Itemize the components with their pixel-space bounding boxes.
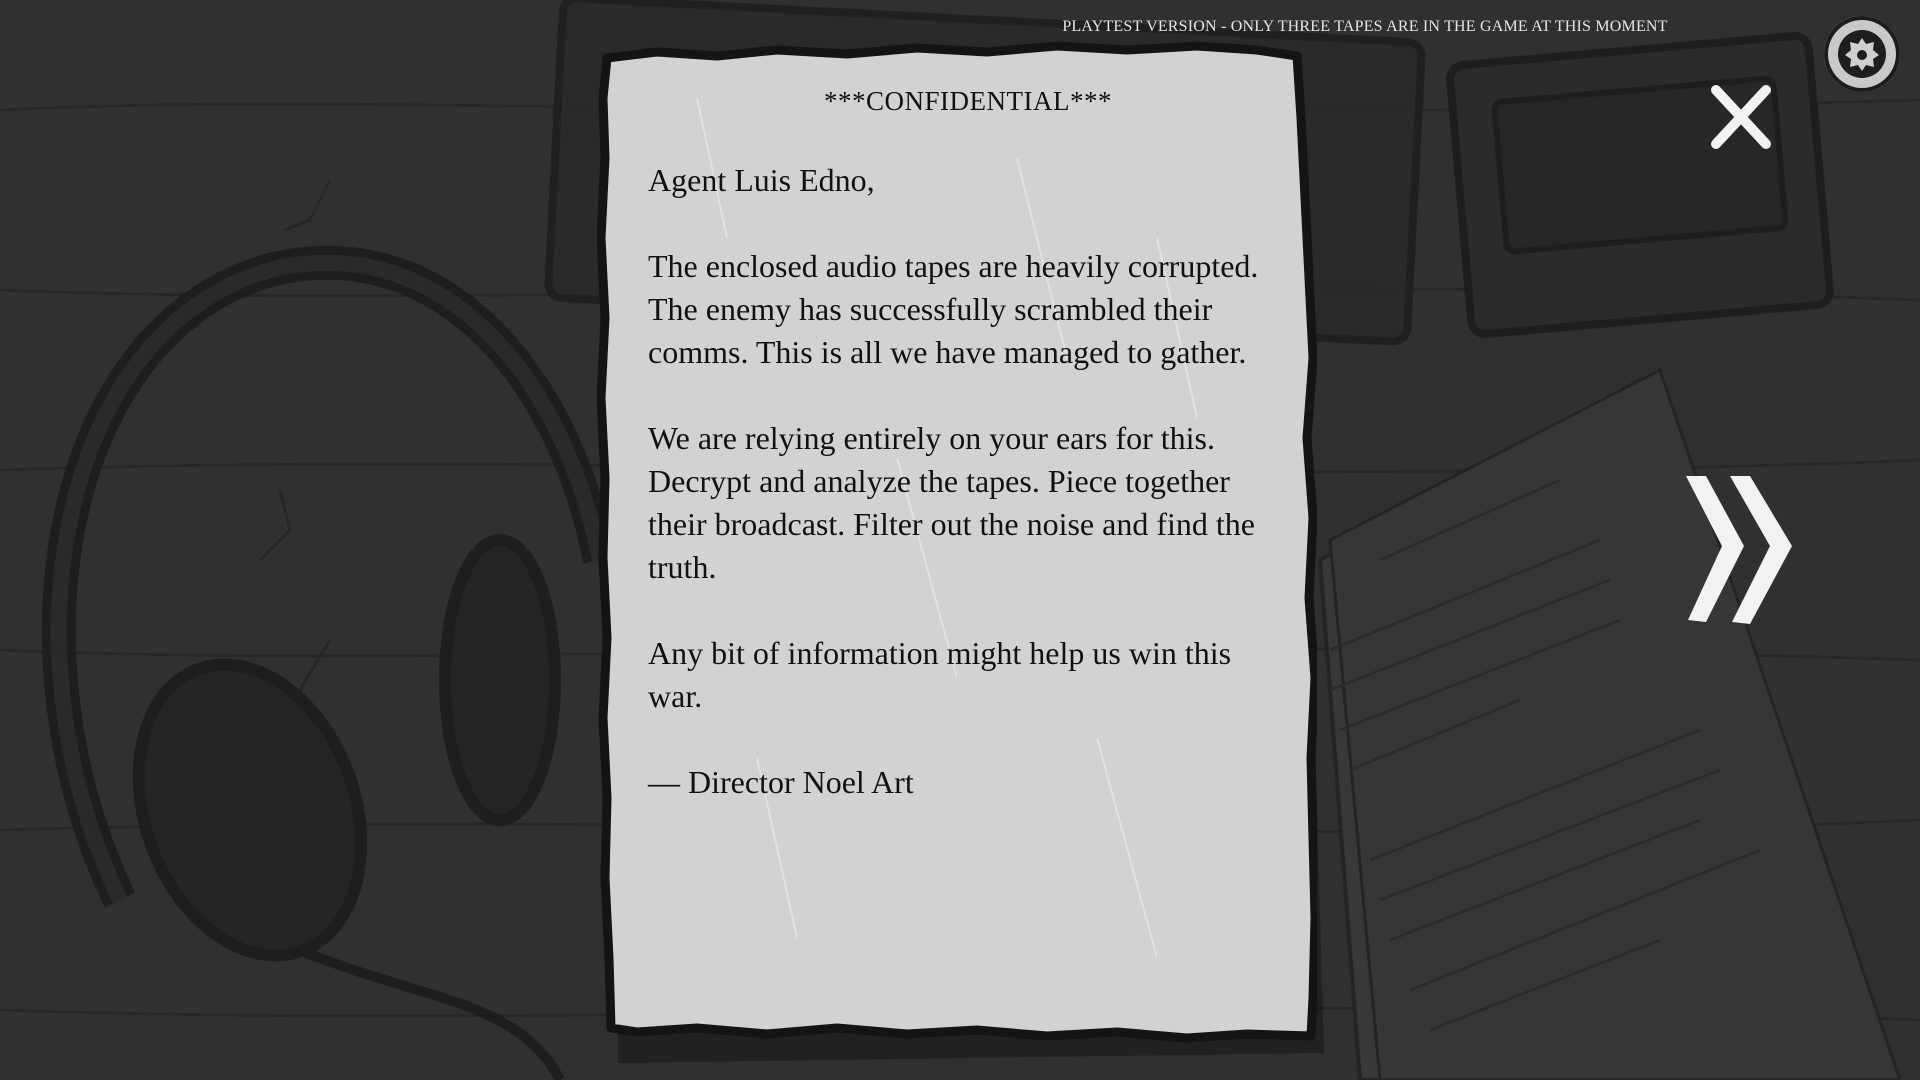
letter-paragraph: Any bit of information might help us win this war. — [648, 635, 1232, 714]
letter-title: ***CONFIDENTIAL*** — [824, 86, 1112, 116]
headphones-illustration — [59, 263, 600, 1080]
gear-icon — [1836, 28, 1888, 80]
settings-button[interactable] — [1824, 16, 1900, 92]
letter-paragraph: We are relying entirely on your ears for this. Decrypt and analyze the tapes. Piece together their broadcast. Filter out the noise and find the truth. — [648, 420, 1255, 585]
close-button[interactable] — [1706, 82, 1776, 152]
paper-stack-illustration — [1320, 370, 1900, 1080]
letter-paragraph: The enclosed audio tapes are heavily corrupted. The enemy has successfully scrambled their comms. This is all we have managed to gather. — [648, 248, 1259, 370]
letter-greeting: Agent Luis Edno, — [648, 162, 875, 198]
playtest-banner: PLAYTEST VERSION - ONLY THREE TAPES ARE IN THE GAME AT THIS MOMENT — [1062, 18, 1668, 35]
next-page-button[interactable] — [1680, 470, 1800, 630]
close-icon — [1706, 82, 1776, 152]
letter-signature: — Director Noel Art — [648, 764, 914, 800]
letter-content — [648, 86, 1288, 804]
double-chevron-right-icon — [1680, 470, 1800, 630]
